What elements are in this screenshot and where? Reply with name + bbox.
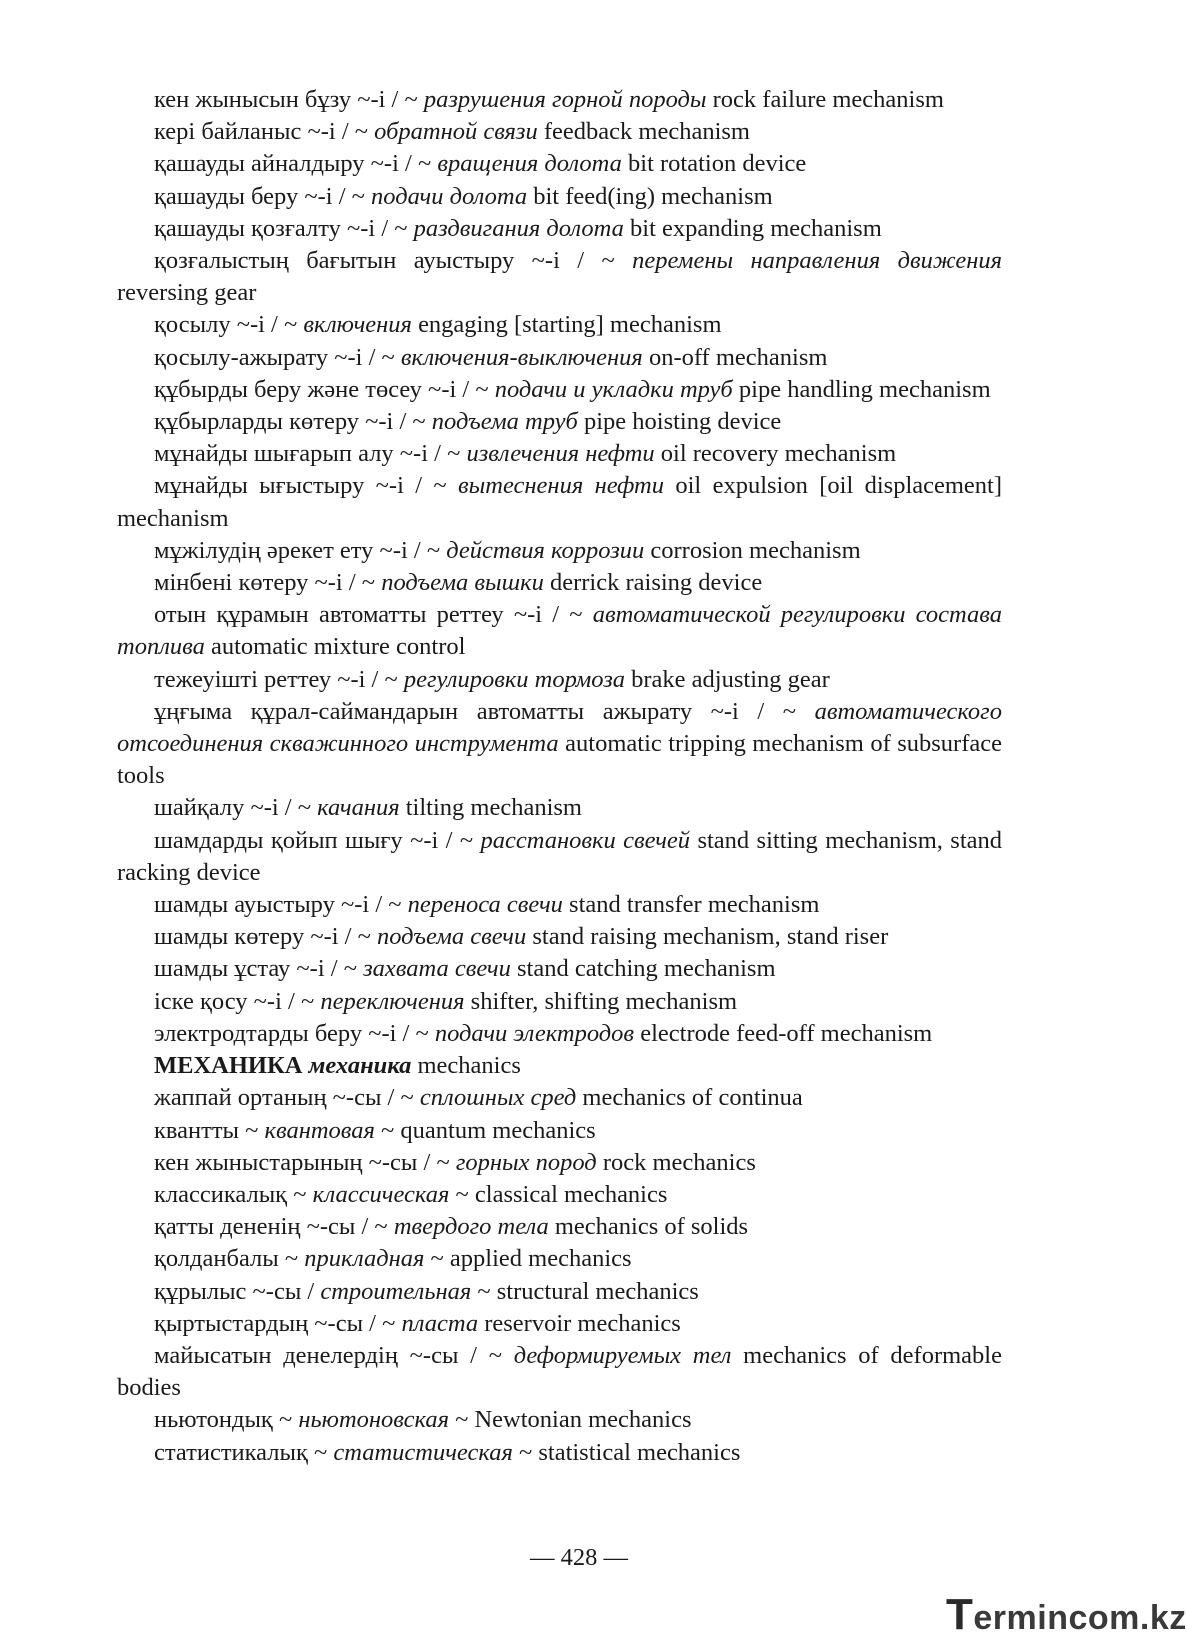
watermark-initial: T	[946, 1590, 974, 1639]
term-ru: пласта	[401, 1309, 479, 1337]
term-ru: подачи и укладки труб	[494, 375, 733, 403]
term-kz: қосылу ~-і / ~	[154, 311, 298, 339]
term-ru: квантовая	[264, 1116, 375, 1144]
term-en: bit rotation device	[628, 150, 807, 178]
dictionary-entry	[117, 792, 1002, 824]
term-kz: кен жыныстарының ~-сы / ~	[154, 1148, 450, 1176]
term-ru: подъема труб	[431, 408, 578, 436]
dictionary-entry	[117, 309, 1002, 341]
term-en: oil recovery mechanism	[660, 440, 897, 468]
term-kz: статистикалық ~	[154, 1438, 328, 1466]
headword-ru: механика	[308, 1052, 412, 1080]
dictionary-entry	[117, 986, 1002, 1018]
term-ru: регулировки тормоза	[403, 665, 626, 693]
subentry-list	[117, 1082, 1002, 1468]
dictionary-subentry	[117, 1147, 1002, 1179]
dictionary-entry	[117, 181, 1002, 213]
term-kz: мұжілудің әрекет ету ~-і / ~	[154, 536, 441, 564]
term-kz: қашауды айналдыру ~-і / ~	[154, 150, 432, 178]
term-kz: электродтарды беру ~-і / ~	[154, 1019, 429, 1047]
dictionary-entry	[117, 148, 1002, 180]
dictionary-entry	[117, 116, 1002, 148]
term-en: ~ Newtonian mechanics	[455, 1406, 692, 1434]
term-kz: құбырды беру және төсеу ~-і / ~	[154, 375, 489, 403]
term-en: bit expanding mechanism	[630, 214, 882, 242]
term-en: stand transfer mechanism	[569, 891, 820, 919]
dictionary-subentry	[117, 1082, 1002, 1114]
term-en: pipe handling mechanism	[738, 375, 991, 403]
term-ru: автоматического отсоединения скважинного инструмента	[117, 697, 1002, 758]
term-ru: ньютоновская	[298, 1406, 449, 1434]
term-kz: отын құрамын автоматты реттеу ~-і / ~	[154, 601, 583, 629]
term-ru: автоматической регулировки состава топлива	[117, 601, 1002, 661]
term-kz: жаппай ортаның ~-сы / ~	[154, 1084, 414, 1112]
term-ru: захвата свечи	[363, 955, 511, 983]
term-ru: статистическая	[333, 1438, 513, 1466]
term-kz: ұңғыма құрал-саймандарын автоматты ажырату ~-і / ~	[154, 697, 797, 725]
term-kz: мінбені көтеру ~-і / ~	[154, 569, 376, 597]
dictionary-subentry	[117, 1115, 1002, 1147]
term-en: pipe hoisting device	[583, 408, 782, 436]
dictionary-entry	[117, 599, 1002, 663]
term-ru: строительная	[320, 1277, 472, 1305]
term-en: oil expulsion [oil displacement] mechanism	[117, 472, 1003, 532]
term-en: ~ applied mechanics	[430, 1245, 632, 1273]
term-kz: квантты ~	[154, 1116, 259, 1144]
term-kz: шайқалу ~-і / ~	[154, 794, 311, 822]
term-kz: қолданбалы ~	[154, 1245, 299, 1273]
dictionary-entry	[117, 406, 1002, 438]
term-en: electrode feed-off mechanism	[640, 1019, 933, 1047]
term-en: on-off mechanism	[648, 343, 828, 371]
term-en: tilting mechanism	[405, 794, 582, 822]
term-ru: подачи долота	[371, 182, 528, 210]
term-ru: подачи электродов	[434, 1019, 635, 1047]
term-kz: қосылу-ажырату ~-і / ~	[154, 343, 395, 371]
term-en: shifter, shifting mechanism	[470, 987, 738, 1015]
term-en: mechanics of continua	[582, 1084, 803, 1112]
term-ru: разрушения горной породы	[423, 86, 707, 113]
dictionary-entry	[117, 438, 1002, 470]
term-en: ~ quantum mechanics	[381, 1116, 596, 1144]
term-kz: кен жынысын бұзу ~-і / ~	[154, 86, 418, 113]
term-en: rock mechanics	[602, 1148, 756, 1176]
term-ru: переключения	[320, 987, 465, 1015]
term-en: feedback mechanism	[543, 118, 750, 146]
term-ru: включения	[303, 311, 412, 339]
term-ru: твердого тела	[393, 1213, 549, 1241]
dictionary-page	[117, 84, 1002, 1469]
term-en: automatic tripping mechanism of subsurface tools	[117, 730, 1002, 790]
term-en: engaging [starting] mechanism	[418, 311, 722, 339]
term-ru: действия коррозии	[446, 536, 645, 564]
dictionary-entry	[117, 84, 1002, 116]
term-kz: құбырларды көтеру ~-і / ~	[154, 408, 426, 436]
term-en: derrick raising device	[549, 569, 763, 597]
dictionary-entry	[117, 1018, 1002, 1050]
entry-list	[117, 84, 1002, 1050]
term-kz: шамдарды қойып шығу ~-і / ~	[154, 826, 474, 854]
watermark-text: ermincom.kz	[973, 1599, 1187, 1637]
dictionary-subentry	[117, 1276, 1002, 1308]
dictionary-entry	[117, 696, 1002, 793]
term-kz: іске қосу ~-і / ~	[154, 987, 315, 1015]
dictionary-entry	[117, 245, 1002, 309]
term-ru: перемены направления движения	[632, 247, 1003, 275]
term-ru: подъема свечи	[377, 923, 527, 951]
term-en: ~ classical mechanics	[455, 1180, 668, 1208]
dictionary-subentry	[117, 1243, 1002, 1275]
term-en: stand catching mechanism	[516, 955, 776, 983]
term-en: bit feed(ing) mechanism	[533, 182, 773, 210]
dictionary-entry	[117, 374, 1002, 406]
dictionary-entry	[117, 535, 1002, 567]
term-ru: включения-выключения	[400, 343, 643, 371]
term-kz: ньютондық ~	[154, 1406, 293, 1434]
term-en: stand sitting mechanism, stand racking device	[117, 826, 1003, 886]
headword-entry	[117, 1050, 1002, 1082]
term-en: automatic mixture control	[210, 633, 466, 661]
term-en: brake adjusting gear	[631, 665, 830, 693]
dictionary-subentry	[117, 1437, 1002, 1469]
term-kz: шамды ұстау ~-і / ~	[154, 955, 357, 983]
term-ru: переноса свечи	[407, 891, 563, 919]
term-kz: қашауды беру ~-і / ~	[154, 182, 365, 210]
term-kz: қатты дененің ~-сы / ~	[154, 1213, 388, 1241]
dictionary-entry	[117, 953, 1002, 985]
term-kz: мұнайды ығыстыру ~-і / ~	[154, 472, 447, 500]
dictionary-entry	[117, 825, 1002, 889]
headword-kz: МЕХАНИКА	[154, 1052, 303, 1080]
dictionary-subentry	[117, 1404, 1002, 1436]
term-ru: подъема вышки	[381, 569, 544, 597]
dictionary-entry	[117, 567, 1002, 599]
term-ru: вытеснения нефти	[458, 472, 665, 500]
term-en: reservoir mechanics	[484, 1309, 681, 1337]
term-kz: классикалық ~	[154, 1180, 307, 1208]
term-kz: кері байланыс ~-і / ~	[154, 118, 369, 146]
term-ru: классическая	[312, 1180, 450, 1208]
term-en: mechanics of deformable bodies	[117, 1341, 1002, 1402]
term-kz: құрылыс ~-сы /	[154, 1277, 315, 1305]
term-ru: сплошных сред	[419, 1084, 577, 1112]
dictionary-entry	[117, 213, 1002, 245]
dictionary-entry	[117, 889, 1002, 921]
term-kz: қыртыстардың ~-сы / ~	[154, 1309, 396, 1337]
dictionary-subentry	[117, 1179, 1002, 1211]
term-ru: раздвигания долота	[413, 214, 624, 242]
term-en: rock failure mechanism	[712, 86, 944, 113]
dictionary-entry	[117, 470, 1002, 534]
term-kz: қашауды қозғалту ~-і / ~	[154, 214, 408, 242]
dictionary-entry	[117, 921, 1002, 953]
term-ru: расстановки свечей	[480, 826, 691, 854]
dictionary-subentry	[117, 1308, 1002, 1340]
term-kz: қозғалыстың бағытын ауыстыру ~-і / ~	[154, 247, 615, 275]
dictionary-subentry	[117, 1211, 1002, 1243]
term-kz: мұнайды шығарып алу ~-і / ~	[154, 440, 461, 468]
term-en: ~ structural mechanics	[477, 1277, 699, 1305]
term-ru: горных пород	[455, 1148, 597, 1176]
term-ru: деформируемых тел	[513, 1341, 732, 1369]
dictionary-subentry	[117, 1340, 1002, 1404]
term-ru: вращения долота	[437, 150, 622, 178]
term-en: reversing gear	[117, 279, 257, 307]
term-en: mechanics of solids	[554, 1213, 749, 1241]
term-ru: прикладная	[304, 1245, 425, 1273]
dictionary-entry	[117, 664, 1002, 696]
term-en: ~ statistical mechanics	[518, 1438, 741, 1466]
term-en: stand raising mechanism, stand riser	[532, 923, 889, 951]
term-ru: качания	[317, 794, 400, 822]
site-watermark-logo	[946, 1590, 1187, 1640]
page-number: — 428 —	[530, 1544, 628, 1571]
term-en: corrosion mechanism	[650, 536, 861, 564]
term-kz: тежеуішті реттеу ~-і / ~	[154, 665, 398, 693]
headword-en: mechanics	[417, 1052, 521, 1080]
term-kz: шамды ауыстыру ~-і / ~	[154, 891, 402, 919]
dictionary-entry	[117, 342, 1002, 374]
term-ru: обратной связи	[374, 118, 538, 146]
term-kz: майысатын денелердің ~-сы / ~	[154, 1341, 502, 1369]
term-ru: извлечения нефти	[466, 440, 655, 468]
term-kz: шамды көтеру ~-і / ~	[154, 923, 371, 951]
